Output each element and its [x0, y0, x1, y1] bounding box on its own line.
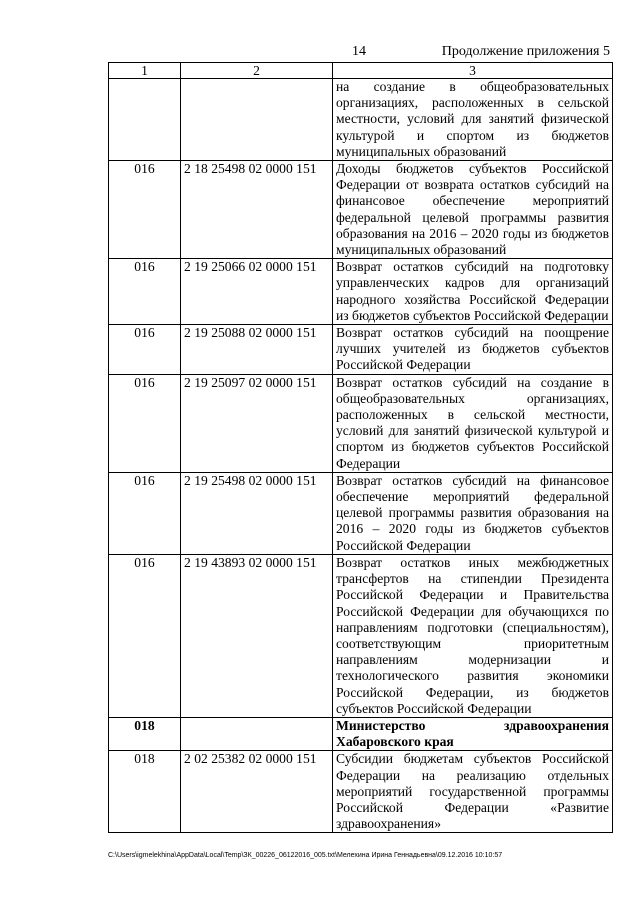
admin-code-cell: 016 — [109, 325, 181, 375]
table-row — [109, 472, 613, 554]
table-row — [109, 161, 613, 259]
description-cell: Возврат остатков субсидий на финансовое обеспечение мероприятий федеральной целевой программы развития образования на 2016 – 2020 годы из бюджетов субъектов Российской Федерации — [333, 472, 613, 554]
budget-code-cell: 2 19 25066 02 0000 151 — [181, 259, 333, 325]
description-cell: Возврат остатков иных межбюджетных трансфертов на стипендии Президента Российской Федерации и Правительства Российской Федерации для обучающихся по направлениям подготовки (специальностям), соответствующим приоритетным направлениям модернизации и технологического развития экономики Российской Федерации, из бюджетов субъектов Российской Федерации — [333, 554, 613, 717]
admin-code-cell: 016 — [109, 554, 181, 717]
table-row — [109, 259, 613, 325]
budget-code-cell: 2 19 25088 02 0000 151 — [181, 325, 333, 375]
page-header — [0, 44, 640, 64]
table-row — [109, 751, 613, 833]
budget-codes-table — [108, 62, 613, 833]
column-header: 2 — [181, 63, 333, 79]
description-cell: на создание в общеобразовательных организациях, расположенных в сельской местности, условий для занятий физической культурой и спортом из бюджетов муниципальных образований — [333, 79, 613, 161]
budget-code-cell — [181, 79, 333, 161]
description-cell: Субсидии бюджетам субъектов Российской Федерации на реализацию отдельных мероприятий государственной программы Российской Федерации «Развитие здравоохранения» — [333, 751, 613, 833]
table-header-row — [109, 63, 613, 79]
admin-code-cell — [109, 79, 181, 161]
page-number: 14 — [352, 44, 366, 59]
admin-code-cell: 016 — [109, 259, 181, 325]
table-row — [109, 374, 613, 472]
table-row — [109, 717, 613, 750]
admin-code-cell: 018 — [109, 717, 181, 750]
description-cell: Возврат остатков субсидий на подготовку управленческих кадров для организаций народного хозяйства Российской Федерации из бюджетов субъектов Российской Федерации — [333, 259, 613, 325]
column-header: 1 — [109, 63, 181, 79]
table-row — [109, 79, 613, 161]
table-row — [109, 325, 613, 375]
table-row — [109, 554, 613, 717]
budget-code-cell: 2 02 25382 02 0000 151 — [181, 751, 333, 833]
continuation-label: Продолжение приложения 5 — [441, 44, 610, 59]
admin-code-cell: 018 — [109, 751, 181, 833]
budget-code-cell: 2 19 43893 02 0000 151 — [181, 554, 333, 717]
description-cell: Доходы бюджетов субъектов Российской Федерации от возврата остатков субсидий на финансовое обеспечение мероприятий федеральной целевой программы развития образования на 2016 – 2020 годы из бюджетов муниципальных образований — [333, 161, 613, 259]
budget-code-cell: 2 19 25498 02 0000 151 — [181, 472, 333, 554]
description-cell: Возврат остатков субсидий на создание в общеобразовательных организациях, расположенных в сельской местности, условий для занятий физической культурой и спортом из бюджетов субъектов Российской Федерации — [333, 374, 613, 472]
budget-code-cell: 2 19 25097 02 0000 151 — [181, 374, 333, 472]
file-path-footer: C:\Users\igmelekhina\AppData\Local\Temp\ЗК_00226_06122016_005.txt\Мелехина Ирина Геннадьевна\09.12.2016 10:10:57 — [108, 852, 503, 859]
admin-code-cell: 016 — [109, 161, 181, 259]
admin-code-cell: 016 — [109, 472, 181, 554]
column-header: 3 — [333, 63, 613, 79]
budget-code-cell: 2 18 25498 02 0000 151 — [181, 161, 333, 259]
description-cell: Возврат остатков субсидий на поощрение лучших учителей из бюджетов субъектов Российской Федерации — [333, 325, 613, 375]
admin-code-cell: 016 — [109, 374, 181, 472]
budget-code-cell — [181, 717, 333, 750]
description-cell: Министерство здравоохранения Хабаровского края — [333, 717, 613, 750]
